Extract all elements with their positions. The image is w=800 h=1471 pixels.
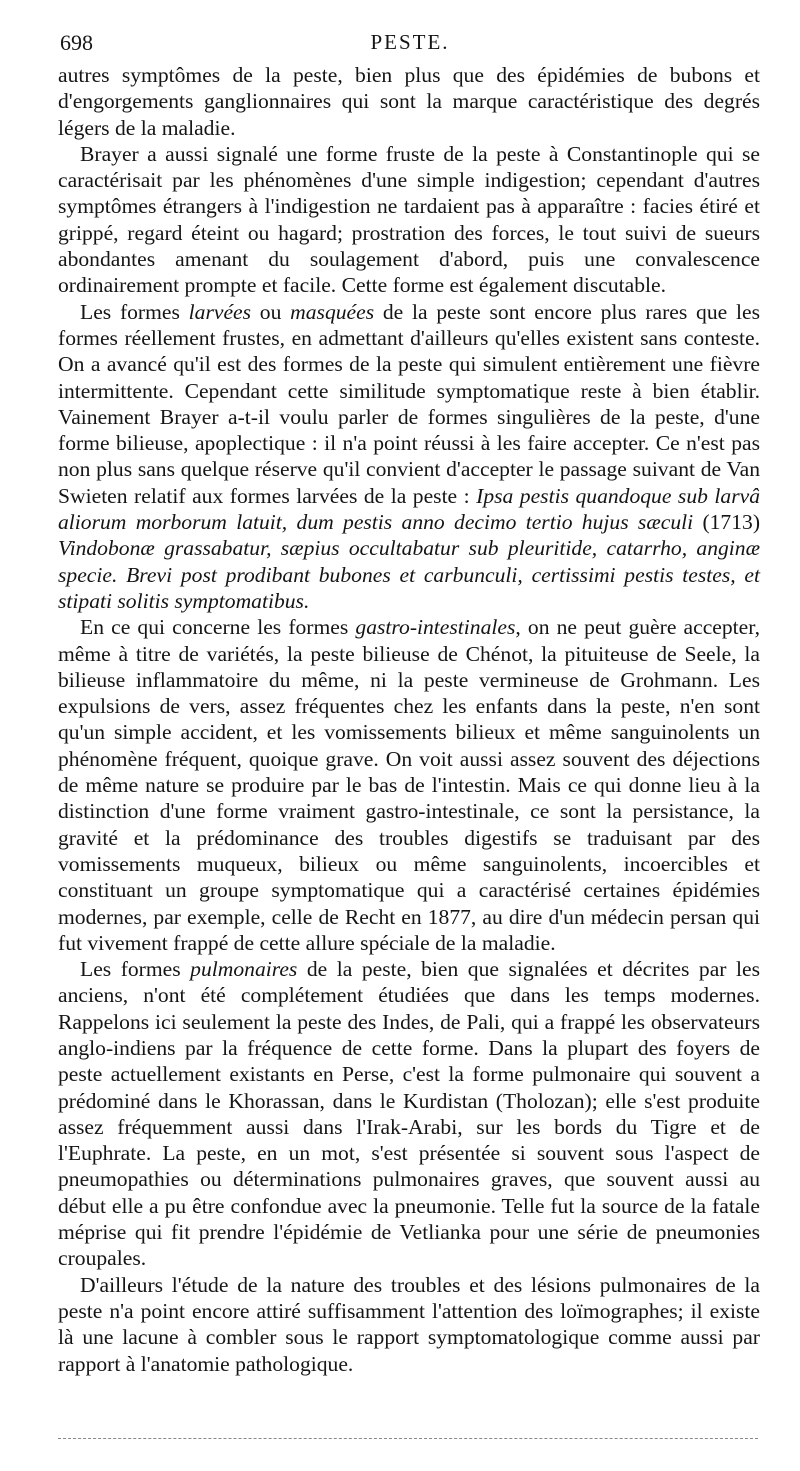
paragraph — [58, 62, 760, 141]
italic-text: pulmonaires — [190, 957, 298, 982]
paragraph — [58, 299, 760, 615]
italic-text: gastro-intestinales — [355, 615, 516, 640]
paragraph — [58, 956, 760, 1272]
text-run: , on ne peut guère accepter, même à titre de variétés, la peste bilieuse de Chénot, la pituiteuse de Seele, la bilieuse inflammatoire du même, ni la peste vermineuse de Grohmann. Les expulsions de vers, assez fréquentes chez les enfants dans la peste, n'en sont qu'un simple accident, et les vomissements bilieux et même sanguinolents un phénomène fréquent, quoique grave. On voit aussi assez souvent des déjections de même nature se produire par le bas de l'intestin. Mais ce qui donne lieu à la distinction d'une forme vraiment gastro-intestinale, ce sont la persistance, la gravité et la prédominance des troubles digestifs se traduisant par des vomissements muqueux, bilieux ou même sanguinolents, incoercibles et constituant un groupe symptomatique qui a caractérisé certaines épidémies modernes, par exemple, celle de Recht en 1877, au dire d'un médecin persan qui fut vivement frappé de cette allure spéciale de la maladie. — [58, 615, 760, 955]
italic-text: larvées — [188, 299, 252, 324]
page-header — [60, 30, 760, 60]
text-run: D'ailleurs l'étude de la nature des troubles et des lésions pulmonaires de la peste n'a point encore attiré suffisamment l'attention des loïmographes; il existe là une lacune à combler sous le rapport symptomatologique comme aussi par rapport à l'anatomie pathologique. — [58, 1272, 760, 1376]
text-run: ou — [251, 299, 291, 324]
footer-rule — [58, 1438, 758, 1439]
paragraph — [58, 141, 760, 299]
paragraph — [58, 1272, 760, 1377]
italic-text: Ipsa pestis quandoque sub larvâ aliorum morborum latuit, dum pestis anno decimo tertio hujus sæculi — [58, 483, 760, 535]
text-run: (1713) — [693, 510, 761, 535]
paragraph — [58, 614, 760, 956]
body-text — [58, 62, 760, 1377]
italic-text: Vindobonæ grassabatur, sæpius occultabatur sub pleuritide, catarrho, anginæ specie. Brevi post prodibant bubones et carbunculi, certissimi pestis testes, et stipati solitis symptomatibus. — [58, 536, 760, 613]
text-run: de la peste sont encore plus rares que les formes réellement frustes, en admettant d'ailleurs qu'elles existent sans conteste. On a avancé qu'il est des formes de la peste qui simulent entièrement une fièvre intermittente. Cependant cette similitude symptomatique reste à bien établir. Vainement Brayer a-t-il voulu parler de formes singulières de la peste, d'une forme bilieuse, apoplectique : il n'a point réussi à les faire accepter. Ce n'est pas non plus sans quelque réserve qu'il convient d'accepter le passage suivant de Van Swieten relatif aux formes larvées de la peste : — [58, 299, 760, 508]
running-title: PESTE. — [370, 30, 450, 54]
text-run: Brayer a aussi signalé une forme fruste de la peste à Constantinople qui se caractérisait par les phénomènes d'une simple indigestion; cependant d'autres symptômes étrangers à l'indigestion ne tardaient pas à apparaître : facies étiré et grippé, regard éteint ou hagard; prostration des forces, le tout suivi de sueurs abondantes amenant du soulagement d'abord, puis une convalescence ordinairement prompte et facile. Cette forme est également discutable. — [58, 141, 760, 298]
italic-text: masquées — [290, 299, 375, 324]
text-run: Les formes — [80, 299, 189, 324]
page-number: 698 — [60, 30, 93, 55]
text-run: de la peste, bien que signalées et décrites par les anciens, n'ont été complétement étudiées que dans les temps modernes. Rappelons ici seulement la peste des Indes, de Pali, qui a frappé les observateurs anglo-indiens par la fréquence de cette forme. Dans la plupart des foyers de peste actuellement existants en Perse, c'est la forme pulmonaire qui souvent a prédominé dans le Khorassan, dans le Kurdistan (Tholozan); elle s'est produite assez fréquemment aussi dans l'Irak-Arabi, sur les bords du Tigre et de l'Euphrate. La peste, en un mot, s'est présentée si souvent sous l'aspect de pneumopathies ou déterminations pulmonaires graves, que souvent aussi au début elle a pu être confondue avec la pneumonie. Telle fut la source de la fatale méprise qui fit prendre l'épidémie de Vetlianka pour une série de pneumonies croupales. — [58, 957, 760, 1271]
text-run: En ce qui concerne les formes — [80, 615, 356, 640]
text-run: Les formes — [80, 957, 191, 982]
text-run: autres symptômes de la peste, bien plus que des épidémies de bubons et d'engorgements ganglionnaires qui sont la marque caractéristique des degrés légers de la maladie. — [58, 63, 760, 140]
